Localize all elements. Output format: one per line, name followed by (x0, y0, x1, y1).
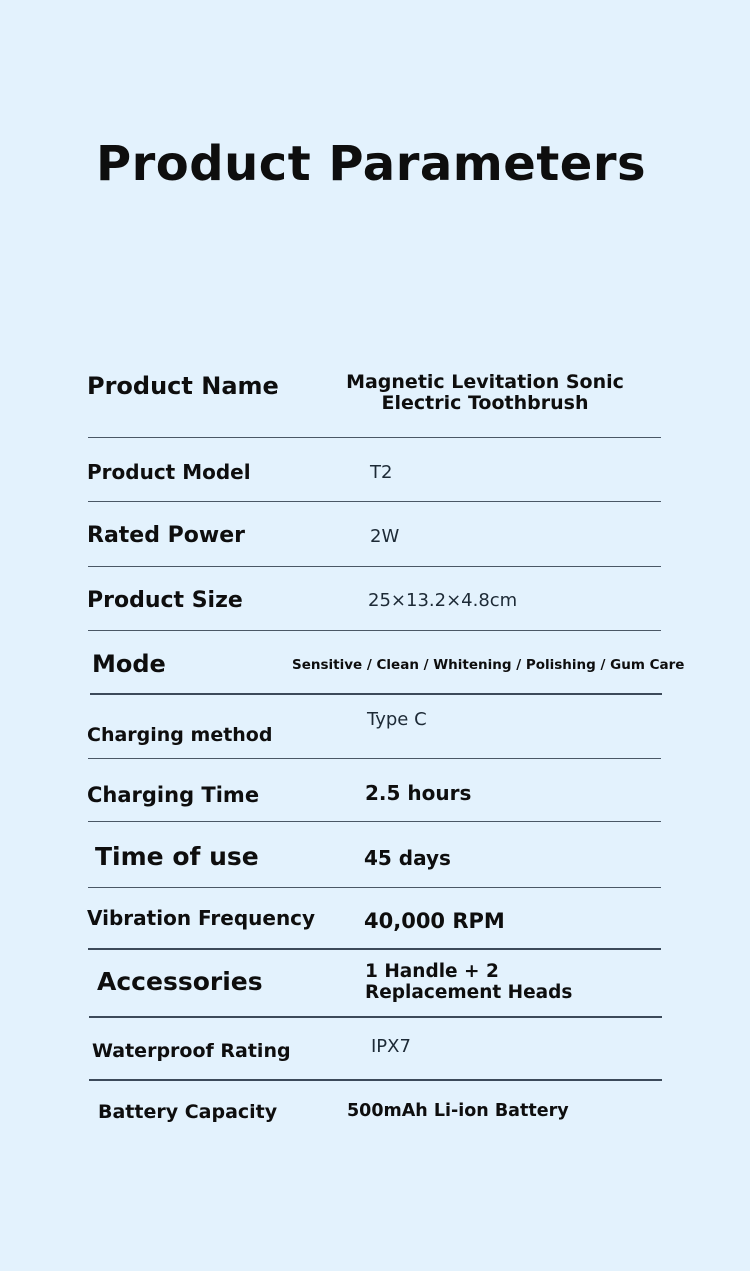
param-label-mode: Mode (92, 650, 166, 678)
param-value-accessories: 1 Handle + 2 Replacement Heads (365, 961, 573, 1003)
row-divider (89, 1016, 662, 1018)
param-value-rated-power: 2W (370, 526, 400, 547)
param-value-product-size: 25×13.2×4.8cm (368, 590, 518, 611)
row-divider (88, 758, 661, 759)
param-value-charging-method: Type C (367, 709, 427, 730)
param-label-vibration-frequency: Vibration Frequency (87, 906, 316, 930)
param-value-battery-capacity: 500mAh Li-ion Battery (347, 1101, 569, 1121)
param-label-product-size: Product Size (87, 588, 243, 613)
param-value-waterproof-rating: IPX7 (371, 1036, 411, 1057)
param-value-mode: Sensitive / Clean / Whitening / Polishing / Gum Care (292, 657, 685, 673)
param-label-time-of-use: Time of use (95, 842, 259, 871)
row-divider (88, 948, 661, 950)
param-value-product-model: T2 (370, 462, 393, 483)
param-value-product-name: Magnetic Levitation Sonic Electric Toothbrush (346, 371, 624, 414)
row-divider (88, 501, 661, 502)
row-divider (88, 887, 661, 888)
param-label-product-name: Product Name (87, 372, 279, 400)
param-label-charging-method: Charging method (87, 724, 273, 746)
param-label-product-model: Product Model (87, 460, 251, 484)
param-label-charging-time: Charging Time (87, 783, 260, 807)
param-label-waterproof-rating: Waterproof Rating (92, 1040, 291, 1062)
row-divider (88, 566, 661, 567)
row-divider (88, 630, 661, 631)
param-label-rated-power: Rated Power (87, 523, 245, 548)
row-divider (89, 1079, 662, 1081)
row-divider (88, 821, 661, 822)
row-divider (88, 437, 661, 438)
param-label-accessories: Accessories (97, 967, 263, 996)
page-title: Product Parameters (95, 136, 647, 192)
row-divider (90, 693, 662, 695)
param-label-battery-capacity: Battery Capacity (98, 1101, 278, 1123)
param-value-time-of-use: 45 days (364, 846, 451, 870)
param-value-vibration-frequency: 40,000 RPM (364, 909, 505, 933)
param-value-charging-time: 2.5 hours (365, 781, 472, 805)
